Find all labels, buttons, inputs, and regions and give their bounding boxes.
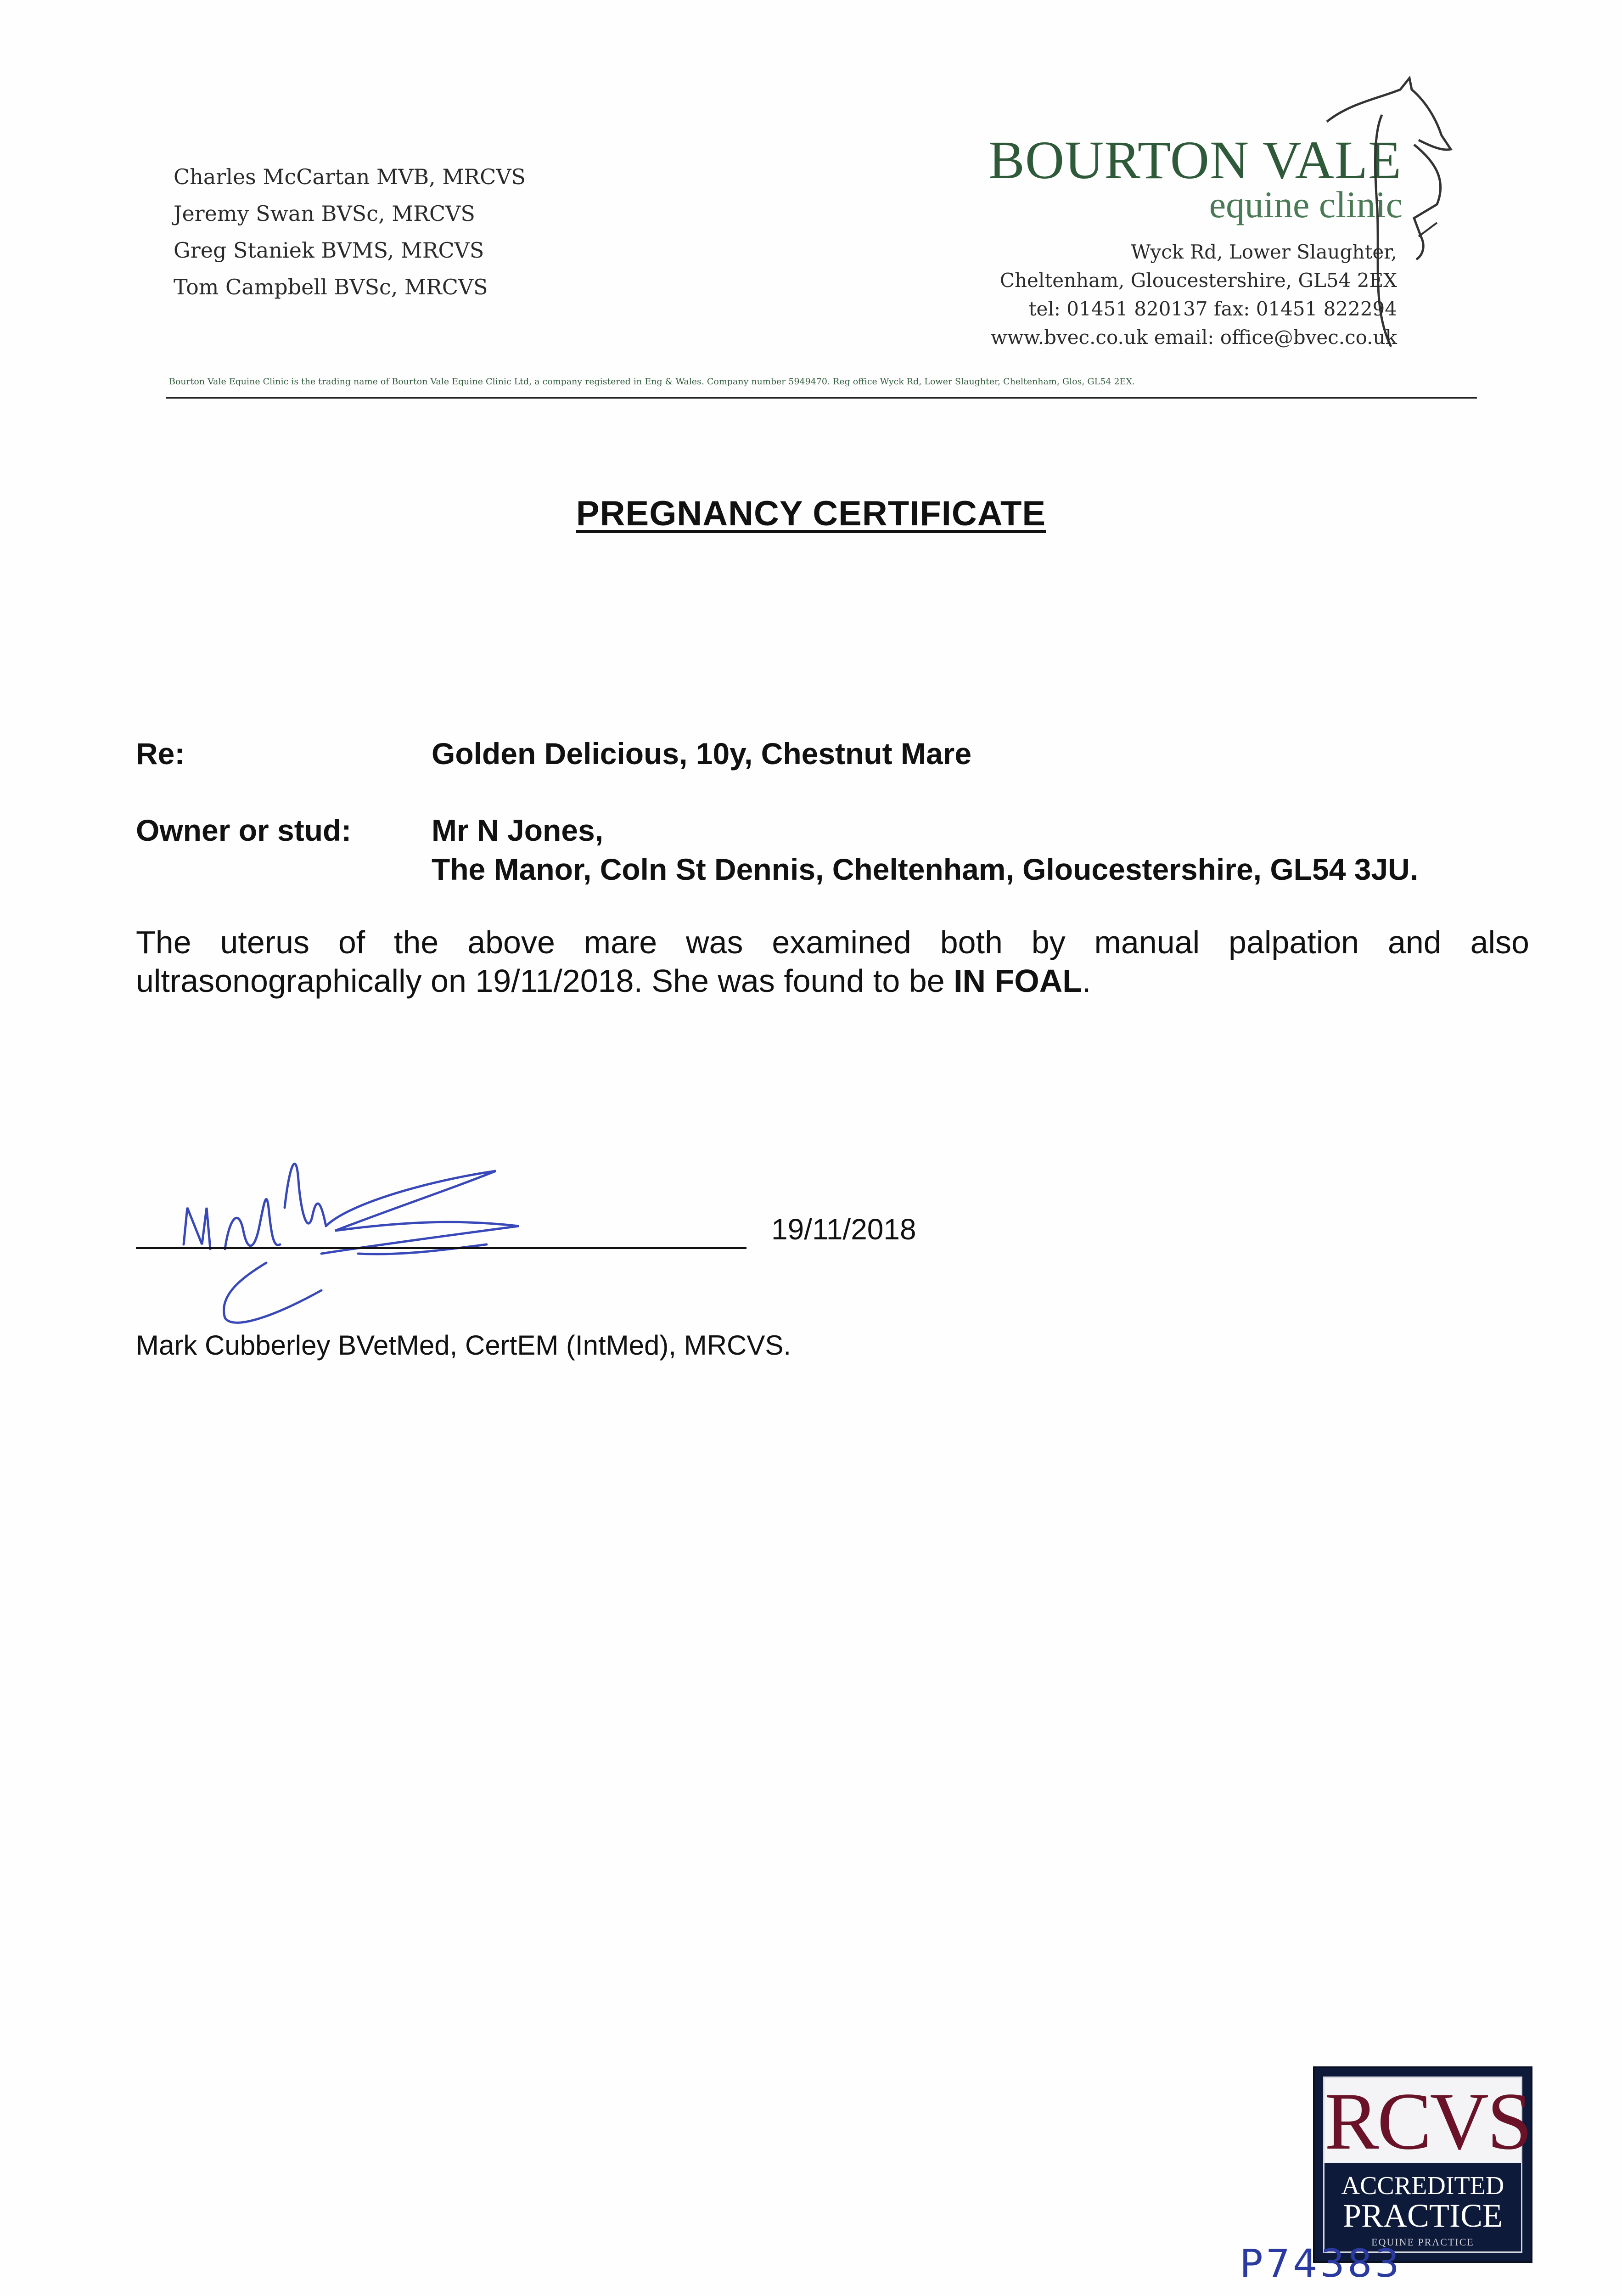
owner-label: Owner or stud:: [136, 813, 352, 847]
pregnancy-result: IN FOAL: [954, 963, 1083, 999]
badge-top-panel: [1325, 2076, 1531, 2167]
address-line: www.bvec.co.uk email: office@bvec.co.uk: [990, 326, 1397, 349]
address-line: Wyck Rd, Lower Slaughter,: [1131, 241, 1397, 263]
company-registration: Bourton Vale Equine Clinic is the trading name of Bourton Vale Equine Clinic Ltd, a company registered in Eng & Wales. Company number 5949470. Reg office Wyck Rd, Lower Slaughter, Cheltenham, Glos, GL54 2EX.: [169, 377, 1135, 387]
certificate-title: PREGNANCY CERTIFICATE: [576, 494, 1046, 533]
horse-details: Golden Delicious, 10y, Chestnut Mare: [432, 737, 972, 771]
badge-frame: [1323, 2076, 1531, 2253]
vet-name: Charles McCartan MVB, MRCVS: [174, 164, 526, 189]
owner-name: Mr N Jones,: [432, 813, 604, 847]
handwritten-reference: P74383: [1240, 2241, 1402, 2286]
clinic-logo-name: BOURTON VALE: [988, 130, 1402, 190]
clinic-address: [991, 238, 1397, 352]
statement-line-2-end: .: [1082, 963, 1091, 999]
re-label: Re:: [136, 737, 185, 771]
rcvs-accreditation-badge: [1313, 2066, 1532, 2263]
vet-name: Tom Campbell BVSc, MRCVS: [174, 275, 488, 299]
badge-line-3: EQUINE PRACTICE: [1371, 2236, 1474, 2248]
badge-line-1: ACCREDITED: [1341, 2172, 1504, 2200]
clinic-logo-subtitle: equine clinic: [1209, 184, 1403, 225]
signature-line: [136, 1247, 746, 1249]
certificate-title-wrap: [0, 494, 1622, 534]
signer-name: Mark Cubberley BVetMed, CertEM (IntMed), MRCVS.: [136, 1330, 791, 1361]
badge-line-2: PRACTICE: [1342, 2197, 1503, 2234]
address-line: tel: 01451 820137 fax: 01451 822294: [1028, 298, 1397, 320]
address-line: Cheltenham, Gloucestershire, GL54 2EX: [999, 269, 1397, 292]
examination-statement: [136, 923, 1529, 1000]
badge-main-text: RCVS: [1325, 2076, 1531, 2167]
vet-name: Greg Staniek BVMS, MRCVS: [174, 238, 484, 263]
signature-date: 19/11/2018: [771, 1213, 916, 1246]
header-divider: [166, 397, 1477, 399]
owner-address: The Manor, Coln St Dennis, Cheltenham, Gloucestershire, GL54 3JU.: [432, 852, 1419, 886]
statement-line-2-text: ultrasonographically on 19/11/2018. She was found to be: [136, 963, 954, 999]
vet-name: Jeremy Swan BVSc, MRCVS: [174, 201, 475, 226]
handwritten-signature: [174, 1139, 551, 1341]
statement-line-1: The uterus of the above mare was examined both by manual palpation and also: [136, 924, 1529, 960]
vets-list: [174, 158, 526, 305]
